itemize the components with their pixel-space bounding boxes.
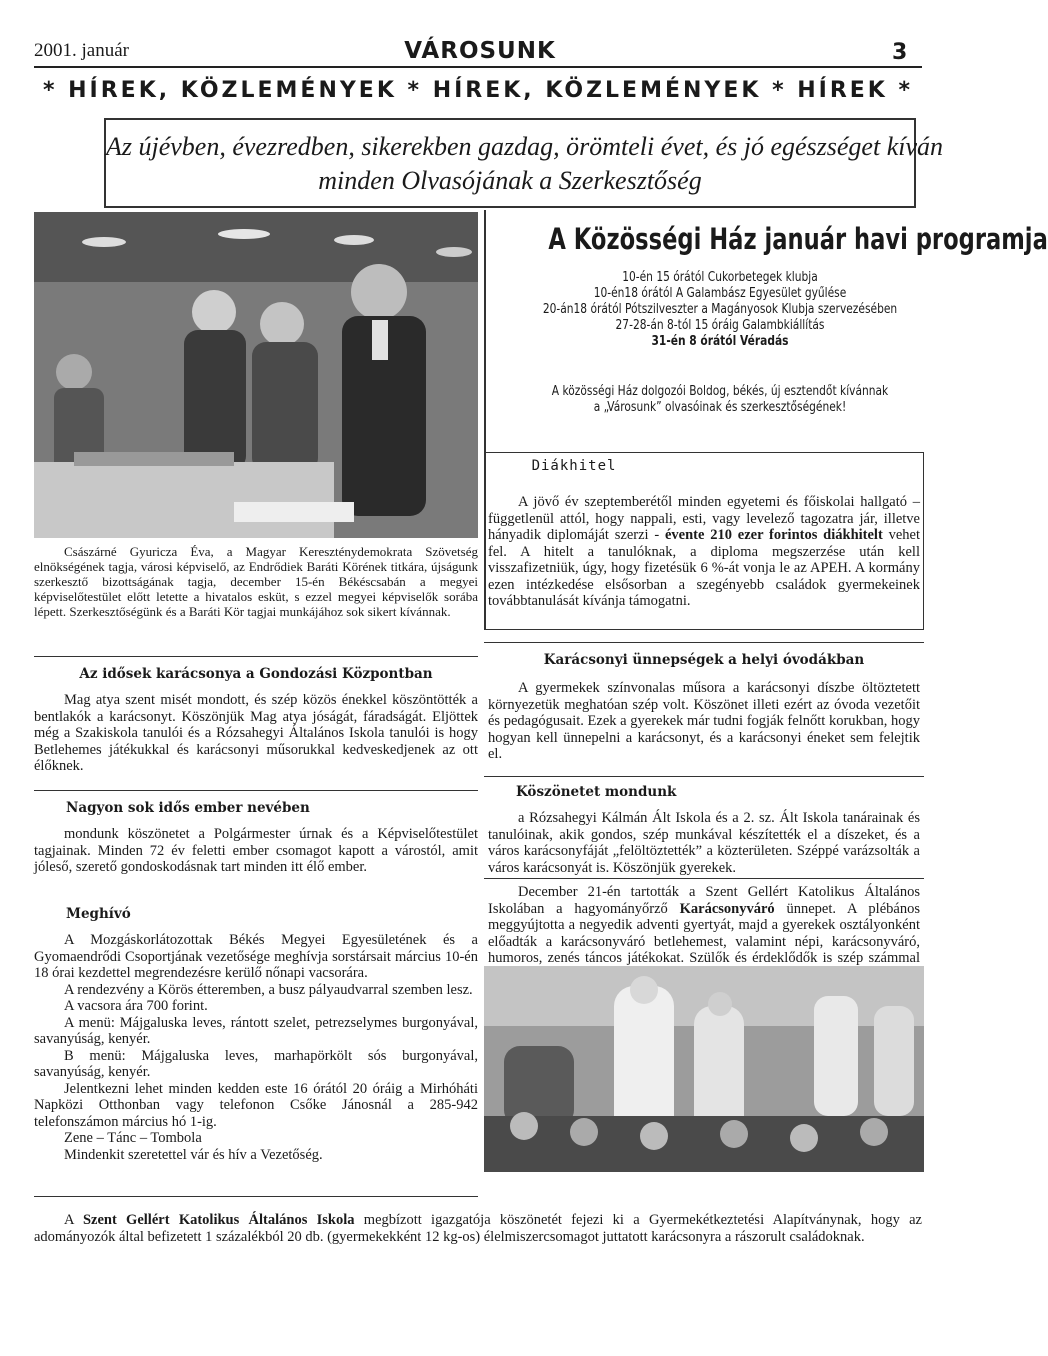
article-title: Karácsonyi ünnepségek a helyi óvodákban <box>543 652 865 668</box>
bottom-text-part: megbízott igazgatója köszönetét fejezi ki a Gyermekétkeztetési Alapítványnak, hogy az adományozók által befizetett 1 százalékból 20 db. (gyermekekként 12 kg-os) élelmiszercsomagot juttatott karácsonyra a rászorult családoknak. <box>34 1212 922 1245</box>
invitation-paragraph: Mindenkit szeretettel vár és hív a Vezetőség. <box>64 1146 323 1163</box>
photo-christmas-children <box>484 966 924 1172</box>
section-banner: * HÍREK, KÖZLEMÉNYEK * HÍREK, KÖZLEMÉNYEK * HÍREK * <box>42 78 914 103</box>
divider <box>484 776 924 777</box>
program-list <box>500 270 940 350</box>
student-loan-text <box>488 494 920 610</box>
article-text: mondunk köszönetet a Polgármester úrnak és a Képviselőtestület tagjainak. Minden 72 év feletti ember csomagot kapott a várostól, amit jóleső, szerető gondoskodásnak tart minden itt élő ember. <box>34 826 478 875</box>
invitation-paragraph: A Mozgáskorlátozottak Békés Megyei Egyesületének és a Gyomaendrődi Csoportjának vezetősége meghívja sorstársait március 10-én 18 órai kezdettel megrendezésre kerülő nőnapi vacsorára. <box>34 932 478 981</box>
issue-date: 2001. január <box>34 40 129 61</box>
invitation-paragraph: A vacsora ára 700 forint. <box>64 998 208 1014</box>
photo-council-oath <box>34 212 478 538</box>
invitation-paragraph: Zene – Tánc – Tombola <box>64 1130 202 1146</box>
article-text: Mag atya szent misét mondott, és szép közös énekkel köszöntötték a bentlakók a karácsonyt. Köszönjük Mag atya jóságát, fáradságát. Eljöttek még a Szakiskola tanulói és a Rózsahegyi Általános Iskola tanulói is hogy Betlehemes játékukkal és karácsonyi műsorukkal kedveskedjenek az ott élőknek. <box>34 692 478 774</box>
article-title: Köszönetet mondunk <box>516 784 677 800</box>
invitation-paragraph: A rendezvény a Körös étteremben, a busz pályaudvarral szemben lesz. <box>64 981 473 998</box>
greeting-line-1: Az újévben, évezredben, sikerekben gazdag, örömteli évet, és jó egészséget kíván <box>106 132 944 161</box>
divider <box>484 642 924 643</box>
article-text: A gyermekek színvonalas műsora a karácsonyi díszbe öltöztetett környezetük meghatóan szép volt. Köszönet illeti ezért az óvoda vezetőit és pedagógusait. Ezek a gyerekek már tudni fogják felnőtt korukban, hogy hogyan kell ünnepelni a karácsonyt, és a karácsonyi éneket sem felejtik el. <box>488 680 920 762</box>
program-item: 10-én18 órától A Galambász Egyesület gyűlése <box>593 286 847 301</box>
school-name: Szent Gellért Katolikus Általános Iskola <box>82 1212 355 1228</box>
invitation-paragraph: A menü: Májgaluska leves, rántott szelet, petrezselymes burgonyával, savanyúság, kenyér. <box>34 1014 478 1047</box>
page-number: 3 <box>892 40 908 65</box>
article-text-part: ünnepet. A plébános meggyújtotta a negyedik adventi gyertyát, majd a gyerekek osztályonként előadták a karácsonyváró betlehemest, valamint népi, karácsonyváró, humoros, zenés táncos játékokat. Szülők és érdeklődők is szép számmal <box>488 900 920 966</box>
student-loan-text-part: vehet fel. A hitelt a tanulóknak, a diploma megszerzése után kell visszafizetniük, úgy, hogy fizetésük 6 %-át vonja le az APEH. A kormány ezen intézkedése elsősorban a szegényebb családok gyermekeinek továbbtanulását kívánja támogatni. <box>488 527 920 609</box>
header-rule <box>34 66 922 68</box>
program-note-line-1: A közösségi Ház dolgozói Boldog, békés, új esztendőt kívánnak <box>551 384 889 399</box>
article-text: a Rózsahegyi Kálmán Ált Iskola és a 2. sz. Ált Iskola tanárainak és tanulóinak, akik gondos, szép munkával készítették el a díszeket, és a város karácsonyfáját „felöltöztették” a közterületen. Széppé varázsolták a város karácsonyát is. Köszönjük gyerekek. <box>488 810 920 876</box>
bottom-article <box>34 1212 922 1245</box>
invitation-paragraph: Jelentkezni lehet minden kedden este 16 órától 20 óráig a Mirhóháti Napközi Otthonban vagy telefonon Csőke Jánosnál a 285-942 telefonszámon március hó 1-ig. <box>34 1080 478 1130</box>
article-text-part: December 21-én tartották a Szent Gellért Katolikus Általános Iskolában a hagyományőrző <box>488 884 920 917</box>
newspaper-title: VÁROSUNK <box>404 38 556 64</box>
photo-council-oath-image <box>34 212 478 538</box>
student-loan-text-part: A jövő év szeptemberétől minden egyetemi és főiskolai hallgató – függetlenül attól, hogy nappali, esti, vagy levelező tagozatra jár, illetve hányadik diplomáját szerzi - <box>488 494 920 543</box>
program-note-line-2: a „Városunk” olvasóinak és szerkesztőségének! <box>593 400 847 415</box>
program-item: 20-án18 órától Pótszilveszter a Magányosok Klubja szervezésében <box>542 302 898 317</box>
greeting-line-2: minden Olvasójának a Szerkesztőség <box>318 166 702 195</box>
event-name: Karácsonyváró <box>679 900 775 917</box>
article-title: Nagyon sok idős ember nevében <box>66 800 310 816</box>
program-item: 10-én 15 órától Cukorbetegek klubja <box>622 270 818 285</box>
divider <box>34 790 478 791</box>
divider <box>34 1196 478 1197</box>
program-item: 31-én 8 órától Véradás <box>651 334 789 349</box>
photo-caption: Császárné Gyuricza Éva, a Magyar Kereszténydemokrata Szövetség elnökségének tagja, városi képviselő, az Endrődiek Baráti Körének titkára, újságunk szerkesztő bizottságának tagja, december 15-én Békéscsabán a megyei képviselőtestület előtt letette a hivatalos esküt, s ezzel megyei képviselők sorába lépett. Szerkesztőségünk és a Baráti Kör tagjai munkájához sok sikert kívánnak. <box>34 544 478 619</box>
program-item: 27-28-án 8-tól 15 óráig Galambkiállítás <box>615 318 825 333</box>
article-title: Az idősek karácsonya a Gondozási Központban <box>79 666 433 682</box>
student-loan-amount: évente 210 ezer forintos diákhitelt <box>664 527 883 543</box>
photo-christmas-children-image <box>484 966 924 1172</box>
bottom-text-part: A <box>64 1212 83 1228</box>
invitation-paragraph: B menü: Májgaluska leves, marhapörkölt sós burgonyával, savanyúság, kenyér. <box>34 1047 478 1080</box>
divider <box>484 878 924 879</box>
greeting-box <box>104 118 944 208</box>
program-note <box>500 384 940 416</box>
program-title: A Közösségi Ház január havi programja <box>548 222 1048 256</box>
divider <box>34 656 478 657</box>
article-title: Meghívó <box>66 906 131 922</box>
student-loan-title: Diákhitel <box>531 458 617 474</box>
invitation-body <box>34 932 478 1163</box>
